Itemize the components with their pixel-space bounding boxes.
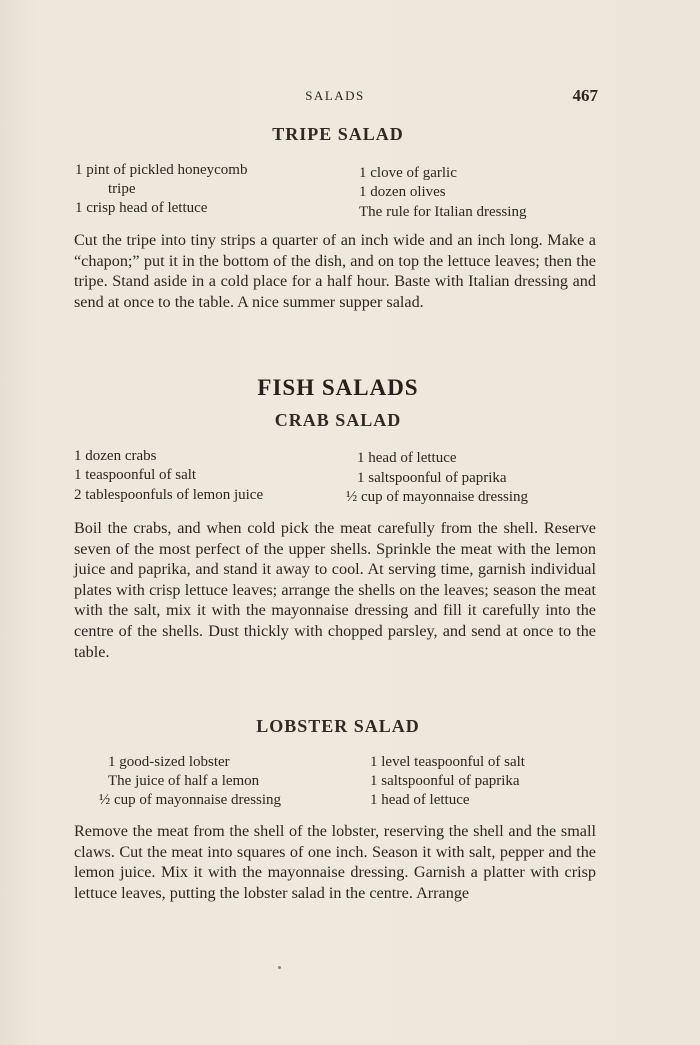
page-number: 467 [572,86,598,105]
lobster-method-paragraph: Remove the meat from the shell of the lobster, reserving the shell and the small claws. Cut the meat into squares of one inch. Season it with salt, pepper and the lemon juice. Mix it with the mayonnaise dressing. Garnish a platter with crisp lettuce leaves, putting the lobster salad in the centre. Arrange [74,822,596,902]
running-head [0,86,700,108]
tripe-method-paragraph: Cut the tripe into tiny strips a quarter of an inch wide and an inch long. Make a “chapon;” put it in the bottom of the dish, and on top the lettuce leaves; then the tripe. Stand aside in a cold place for a half hour. Baste with Italian dressing and send at once to the table. A nice summer supper salad. [74,231,596,311]
tripe-ingredient: 1 clove of garlic [359,165,457,181]
crab-ingredient: ½ cup of mayonnaise dressing [346,489,529,505]
lobster-ingredient: The juice of half a lemon [108,773,260,789]
tripe-ingredient: 1 crisp head of lettuce [75,200,208,216]
running-head-title: SALADS [305,88,365,103]
tripe-ingredient: 1 dozen olives [359,184,446,200]
lobster-salad-title: LOBSTER SALAD [256,716,420,736]
tripe-ingredient: 1 pint of pickled honeycomb [75,162,248,178]
lobster-ingredient: 1 saltspoonful of paprika [370,773,520,789]
crab-salad-title: CRAB SALAD [274,410,402,430]
crab-ingredient: 1 saltspoonful of paprika [357,470,507,486]
crab-ingredient: 1 head of lettuce [357,450,457,466]
fish-salads-heading: FISH SALADS [257,375,419,400]
lobster-ingredient: 1 level teaspoonful of salt [370,754,525,770]
tripe-ingredient: The rule for Italian dressing [359,204,527,220]
crab-ingredient: 1 dozen crabs [74,448,157,464]
crab-ingredient: 2 tablespoonfuls of lemon juice [74,487,264,503]
lobster-ingredient: 1 good-sized lobster [108,754,230,770]
lobster-ingredient: ½ cup of mayonnaise dressing [99,792,282,808]
crab-method-paragraph: Boil the crabs, and when cold pick the meat carefully from the shell. Reserve seven of the most perfect of the upper shells. Sprinkle the meat with the lemon juice and paprika, and stand it away to cool. At serving time, garnish individual plates with crisp lettuce leaves; arrange the shells on the leaves; season the meat with the salt, mix it with the mayonnaise dressing and fill it carefully into the centre of the shells. Dust thickly with chopped parsley, and send at once to the table. [74,519,596,661]
lobster-ingredient: 1 head of lettuce [370,792,470,808]
tripe-salad-title: TRIPE SALAD [272,124,404,144]
paper-speck [278,966,281,969]
crab-ingredient: 1 teaspoonful of salt [74,467,197,483]
tripe-ingredient: tripe [108,181,136,197]
